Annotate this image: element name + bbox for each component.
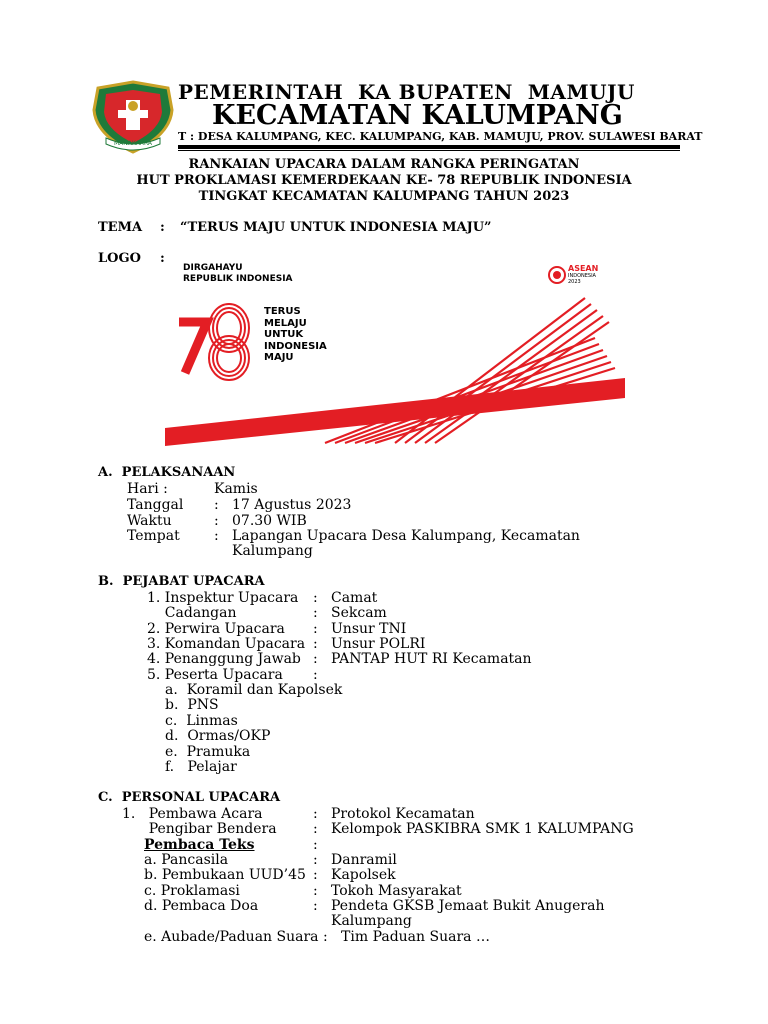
aubade-row: e. Aubade/Paduan Suara : Tim Paduan Suara … (144, 929, 490, 945)
row-value: Protokol Kecamatan (331, 806, 475, 822)
row-colon: : (313, 806, 318, 822)
asean-title: ASEAN (568, 264, 599, 273)
row-value: 07.30 WIB (232, 513, 307, 529)
slogan-line: MELAJU (264, 317, 307, 329)
logo-colon: : (160, 251, 165, 266)
row-value: 17 Agustus 2023 (232, 497, 352, 513)
row-label: Tanggal (127, 497, 184, 513)
row-label: 2. Perwira Upacara (147, 621, 285, 637)
section-c-heading: C. PERSONAL UPACARA (98, 790, 281, 805)
row-colon: : (313, 667, 318, 683)
slogan-line: TERUS (264, 306, 301, 317)
row-colon: : (313, 898, 318, 914)
list-item: b. PNS (165, 697, 219, 713)
row-colon: : (313, 821, 318, 837)
doc-title-line2: HUT PROKLAMASI KEMERDEKAAN KE- 78 REPUBLIK INDONESIA (136, 173, 632, 188)
row-label: 1. Inspektur Upacara (147, 590, 299, 606)
row-label: 3. Komandan Upacara (147, 636, 306, 652)
logo-republik: REPUBLIK INDONESIA (183, 274, 293, 284)
row-value: Unsur POLRI (331, 636, 426, 652)
header-address: T : DESA KALUMPANG, KEC. KALUMPANG, KAB. MAMUJU, PROV. SULAWESI BARAT (178, 130, 703, 143)
regency-emblem (90, 80, 176, 154)
row-value-cont: Kalumpang (232, 543, 313, 559)
row-value-cont: Kalumpang (331, 913, 412, 929)
tema-value: “TERUS MAJU UNTUK INDONESIA MAJU” (180, 220, 492, 235)
row-value: Lapangan Upacara Desa Kalumpang, Kecamatan (232, 528, 580, 544)
tema-label: TEMA (98, 220, 143, 235)
emblem-icon (90, 80, 176, 154)
row-colon: : (313, 636, 318, 652)
logo-dirgahayu: DIRGAHAYU (183, 263, 243, 273)
slogan-line: INDONESIA (264, 340, 327, 352)
list-item: d. Ormas/OKP (165, 728, 271, 744)
row-colon: : (214, 497, 219, 513)
row-colon: : (214, 528, 219, 544)
asean-year: 2023 (568, 279, 581, 285)
header-government: PEMERINTAH KA BUPATEN MAMUJU (178, 80, 635, 104)
header-divider-thin (178, 150, 680, 151)
row-colon: : (313, 590, 318, 606)
logo-slogan (264, 306, 327, 364)
asean-icon (547, 265, 567, 285)
row-value: Camat (331, 590, 378, 606)
row-label: Waktu (127, 513, 172, 529)
row-colon: : (214, 513, 219, 529)
pembaca-teks-label: Pembaca Teks (144, 837, 255, 853)
row-colon: : (313, 837, 318, 853)
doc-title-line1: RANKAIAN UPACARA DALAM RANGKA PERINGATAN (188, 157, 580, 172)
row-label: Pengibar Bendera (122, 821, 277, 837)
list-item: f. Pelajar (165, 759, 237, 775)
row-value: Kamis (214, 481, 258, 497)
row-colon: : (313, 883, 318, 899)
emblem-text: MANAKARRA (113, 140, 153, 147)
section-a-heading: A. PELAKSANAAN (98, 465, 236, 480)
row-value: Kapolsek (331, 867, 396, 883)
list-item: c. Linmas (165, 713, 238, 729)
row-value: Pendeta GKSB Jemaat Bukit Anugerah (331, 898, 605, 914)
row-label: b. Pembukaan UUD’45 (144, 867, 306, 883)
row-value: Tokoh Masyarakat (331, 883, 462, 899)
row-label: d. Pembaca Doa (144, 898, 259, 914)
list-item: a. Koramil dan Kapolsek (165, 682, 343, 698)
row-label: Cadangan (147, 605, 237, 621)
row-colon: : (313, 605, 318, 621)
section-b-heading: B. PEJABAT UPACARA (98, 574, 265, 589)
slogan-line: UNTUK (264, 329, 304, 340)
row-colon: : (313, 852, 318, 868)
row-colon: : (313, 621, 318, 637)
doc-title-line3: TINGKAT KECAMATAN KALUMPANG TAHUN 2023 (198, 189, 570, 204)
row-label: a. Pancasila (144, 852, 229, 868)
row-value: Danramil (331, 852, 397, 868)
row-value: Kelompok PASKIBRA SMK 1 KALUMPANG (331, 821, 634, 837)
row-label: Tempat (127, 528, 180, 544)
row-label: c. Proklamasi (144, 883, 240, 899)
row-label: 1. Pembawa Acara (122, 806, 263, 822)
header-district: KECAMATAN KALUMPANG (212, 100, 623, 131)
row-value: PANTAP HUT RI Kecamatan (331, 651, 532, 667)
row-value: Sekcam (331, 605, 387, 621)
row-label: 5. Peserta Upacara (147, 667, 283, 683)
slogan-line: MAJU (264, 352, 294, 363)
row-label: Hari : (127, 481, 168, 497)
logo-label: LOGO (98, 251, 141, 266)
row-colon: : (313, 867, 318, 883)
list-item: e. Pramuka (165, 744, 251, 760)
row-value: Unsur TNI (331, 621, 407, 637)
asean-logo (547, 265, 567, 289)
tema-colon: : (160, 220, 165, 235)
header-divider-thick (178, 145, 680, 149)
row-colon: : (313, 651, 318, 667)
row-label: 4. Penanggung Jawab (147, 651, 301, 667)
asean-country: INDONESIA (568, 273, 596, 279)
